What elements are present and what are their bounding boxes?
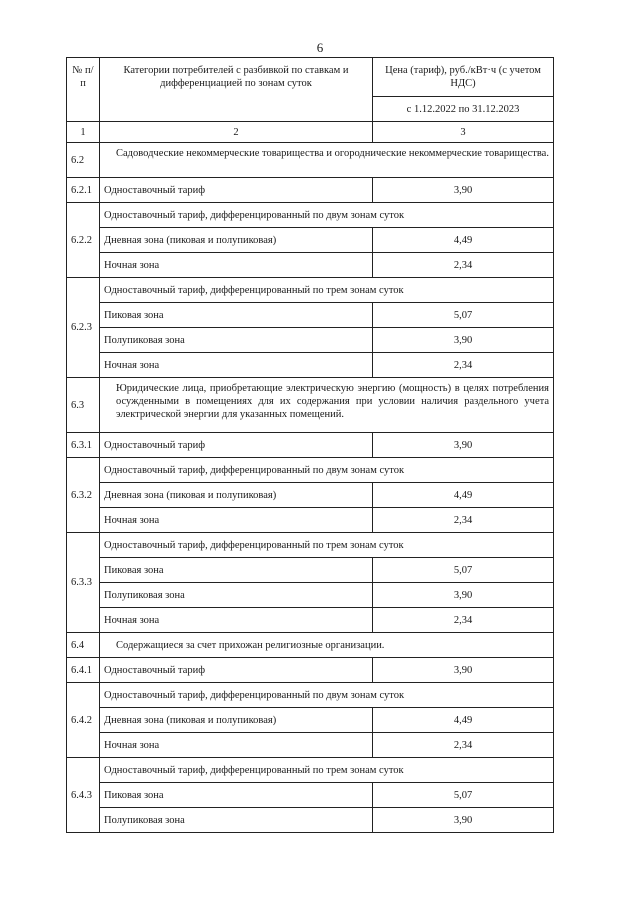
row-zone: Ночная зона (100, 608, 373, 633)
row-zone: Ночная зона (100, 733, 373, 758)
table-row (67, 328, 554, 353)
row-zone: Пиковая зона (100, 783, 373, 808)
table-row (67, 808, 554, 833)
table-row (67, 143, 554, 178)
tariff-table (66, 57, 554, 833)
row-number: 6.2.3 (67, 278, 100, 378)
table-row (67, 458, 554, 483)
row-zone: Дневная зона (пиковая и полупиковая) (100, 228, 373, 253)
row-category: Одноставочный тариф, дифференцированный по трем зонам суток (100, 758, 554, 783)
row-price: 3,90 (373, 583, 554, 608)
table-row (67, 508, 554, 533)
row-number: 6.4 (67, 633, 100, 658)
row-number: 6.3 (67, 378, 100, 433)
row-zone: Ночная зона (100, 353, 373, 378)
row-price: 3,90 (373, 178, 554, 203)
table-row (67, 633, 554, 658)
row-price: 2,34 (373, 508, 554, 533)
table-row (67, 608, 554, 633)
table-row (67, 253, 554, 278)
table-row (67, 303, 554, 328)
row-zone: Полупиковая зона (100, 808, 373, 833)
row-number: 6.4.1 (67, 658, 100, 683)
header-num: № п/п (67, 58, 100, 122)
row-price: 4,49 (373, 483, 554, 508)
row-zone: Дневная зона (пиковая и полупиковая) (100, 483, 373, 508)
row-zone: Полупиковая зона (100, 328, 373, 353)
row-price: 2,34 (373, 733, 554, 758)
row-zone: Пиковая зона (100, 303, 373, 328)
header-price: Цена (тариф), руб./кВт·ч (с учетом НДС) (373, 58, 554, 97)
table-row (67, 708, 554, 733)
row-category: Одноставочный тариф, дифференцированный по двум зонам суток (100, 203, 554, 228)
header-category: Категории потребителей с разбивкой по ставкам и дифференциацией по зонам суток (100, 58, 373, 122)
row-number: 6.3.2 (67, 458, 100, 533)
row-price: 3,90 (373, 328, 554, 353)
row-price: 2,34 (373, 353, 554, 378)
table-column-numbers-row (67, 122, 554, 143)
row-price: 4,49 (373, 228, 554, 253)
table-row (67, 758, 554, 783)
row-price: 3,90 (373, 808, 554, 833)
table-row (67, 683, 554, 708)
row-price: 4,49 (373, 708, 554, 733)
row-number: 6.2 (67, 143, 100, 178)
table-row (67, 483, 554, 508)
page-number: 6 (316, 40, 324, 55)
table-row (67, 558, 554, 583)
row-zone: Ночная зона (100, 508, 373, 533)
row-price: 5,07 (373, 783, 554, 808)
row-price: 5,07 (373, 558, 554, 583)
row-number: 6.2.2 (67, 203, 100, 278)
row-category: Одноставочный тариф, дифференцированный по двум зонам суток (100, 683, 554, 708)
row-number: 6.3.1 (67, 433, 100, 458)
table-row (67, 433, 554, 458)
table-row (67, 583, 554, 608)
table-row (67, 278, 554, 303)
table-row (67, 783, 554, 808)
row-category: Одноставочный тариф, дифференцированный по трем зонам суток (100, 533, 554, 558)
row-number: 6.4.3 (67, 758, 100, 833)
row-category: Одноставочный тариф (100, 178, 373, 203)
row-zone: Полупиковая зона (100, 583, 373, 608)
row-price: 3,90 (373, 433, 554, 458)
column-number-3: 3 (373, 122, 554, 143)
section-title: Юридические лица, приобретающие электрическую энергию (мощность) в целях потребления осужденными в помещениях для их содержания при условии наличия раздельного учета электрической энергии для указанных помещений. (100, 378, 554, 433)
section-title: Садоводческие некоммерческие товарищества и огороднические некоммерческие товарищества. (100, 143, 554, 178)
column-number-2: 2 (100, 122, 373, 143)
table-row (67, 228, 554, 253)
section-title: Содержащиеся за счет прихожан религиозные организации. (100, 633, 554, 658)
row-number: 6.2.1 (67, 178, 100, 203)
table-row (67, 378, 554, 433)
table-row (67, 353, 554, 378)
row-category: Одноставочный тариф, дифференцированный по трем зонам суток (100, 278, 554, 303)
row-zone: Ночная зона (100, 253, 373, 278)
row-zone: Дневная зона (пиковая и полупиковая) (100, 708, 373, 733)
row-price: 5,07 (373, 303, 554, 328)
row-zone: Пиковая зона (100, 558, 373, 583)
table-row (67, 733, 554, 758)
column-number-1: 1 (67, 122, 100, 143)
row-price: 2,34 (373, 608, 554, 633)
header-period: с 1.12.2022 по 31.12.2023 (373, 97, 554, 122)
row-category: Одноставочный тариф (100, 658, 373, 683)
row-number: 6.3.3 (67, 533, 100, 633)
row-price: 3,90 (373, 658, 554, 683)
row-category: Одноставочный тариф (100, 433, 373, 458)
table-header-row (67, 58, 554, 97)
row-number: 6.4.2 (67, 683, 100, 758)
row-category: Одноставочный тариф, дифференцированный по двум зонам суток (100, 458, 554, 483)
table-row (67, 178, 554, 203)
row-price: 2,34 (373, 253, 554, 278)
table-row (67, 203, 554, 228)
table-row (67, 533, 554, 558)
table-row (67, 658, 554, 683)
